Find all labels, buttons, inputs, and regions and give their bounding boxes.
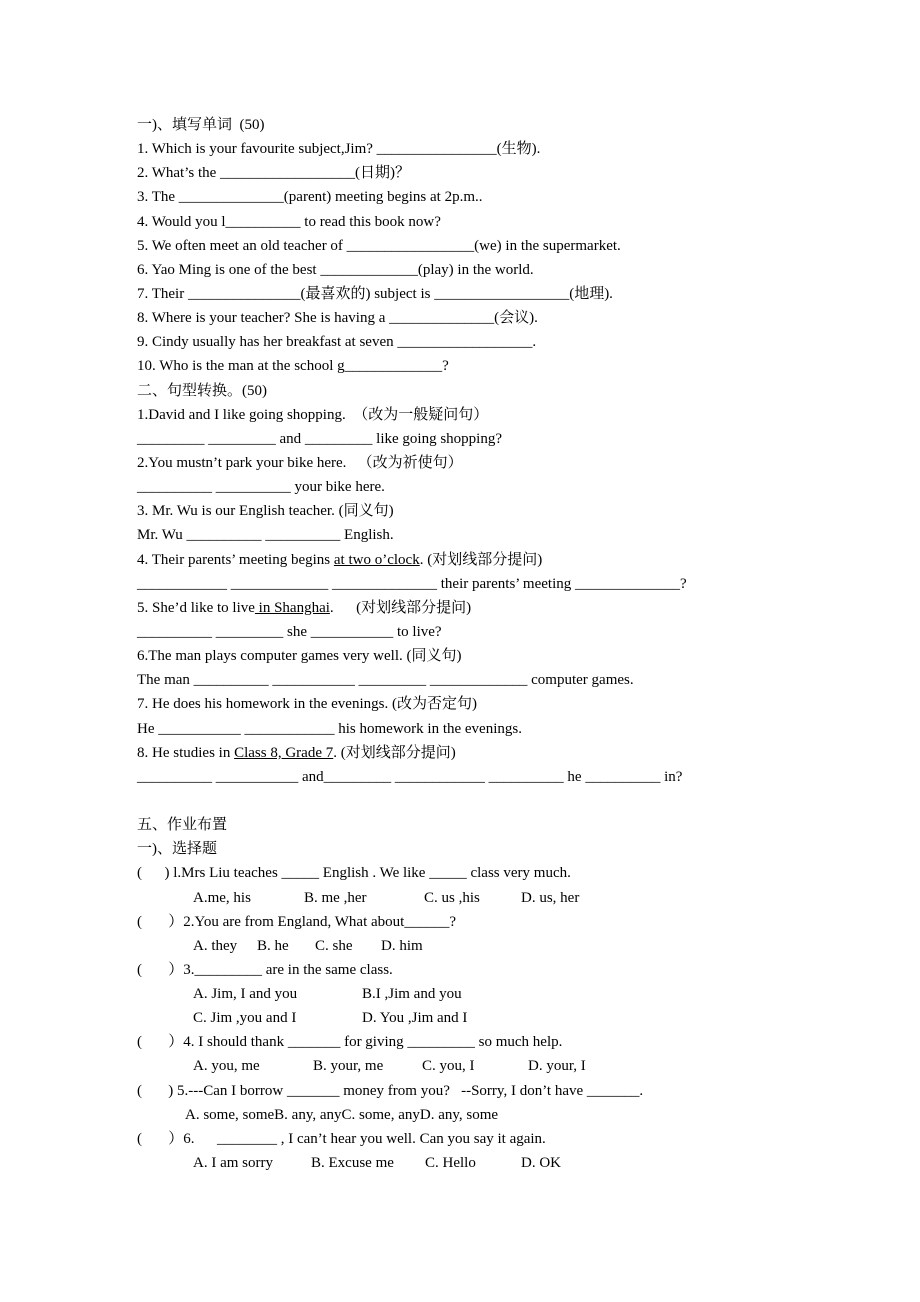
choice-options [137,934,777,958]
choice-options [137,1054,777,1078]
transform-answer: He ___________ ____________ his homework in the evenings. [137,720,522,737]
fill-item: 7. Their _______________(最喜欢的) subject is __________________(地理). [137,285,613,302]
option: D. him [381,937,423,954]
option: C. Hello [425,1155,476,1172]
question-text: 4. Their parents’ meeting begins [137,551,334,568]
option: A. I am sorry [193,1155,273,1172]
fill-item: 8. Where is your teacher? She is having a ______________(会议). [137,310,538,327]
choice-options [137,1103,777,1127]
question-text: 5. She’d like to live [137,599,255,616]
option: A. Jim, I and you [193,986,298,1003]
choice-options [137,982,777,1006]
choice-question: ( ）3._________ are in the same class. [137,961,393,978]
transform-question: 6.The man plays computer games very well. (同义句) [137,648,462,665]
transform-question [137,596,777,620]
spacer [137,789,777,813]
choice-options [137,1151,777,1175]
part5-title: 五、作业布置 [137,817,228,834]
fill-item: 6. Yao Ming is one of the best _____________(play) in the world. [137,261,534,278]
choice-question: ( ) 5.---Can I borrow _______ money from you? --Sorry, I don’t have _______. [137,1082,644,1099]
option: B. any, any [274,1106,342,1123]
option: D. us, her [521,889,580,906]
fill-item: 4. Would you l__________ to read this book now? [137,213,441,230]
option: C. you, I [422,1058,475,1075]
transform-question: 7. He does his homework in the evenings. (改为否定句) [137,696,477,713]
option: C. she [315,937,353,954]
transform-answer: ____________ _____________ ______________ their parents’ meeting ______________? [137,575,687,592]
transform-question: 1.David and I like going shopping. （改为一般疑问句） [137,406,489,423]
part1-title: 一)、填写单词 (50) [137,117,265,133]
choice-question: ( ）4. I should thank _______ for giving _________ so much help. [137,1034,563,1051]
option: D. You ,Jim and I [362,1010,468,1027]
transform-question [137,548,777,572]
transform-answer: __________ __________ your bike here. [137,479,385,496]
fill-item: 10. Who is the man at the school g_____________? [137,358,449,375]
option: C. some, any [341,1106,420,1123]
choice-options [137,1006,777,1030]
question-text: 8. He studies in [137,744,235,761]
option: A.me, his [193,889,251,906]
underlined-part: Class 8, Grade 7 [234,744,334,761]
fill-item: 2. What’s the __________________(日期)？ [137,165,411,182]
part5-subtitle: 一)、选择题 [137,841,217,858]
underlined-part: in Shanghai [254,599,330,616]
option: D. your, I [528,1058,586,1075]
fill-item: 1. Which is your favourite subject,Jim? ________________(生物). [137,141,541,158]
transform-question [137,741,777,765]
option: A. some, some [185,1106,275,1123]
option: C. us ,his [424,889,480,906]
transform-question: 3. Mr. Wu is our English teacher. (同义句) [137,503,394,520]
transform-question: 2.You mustn’t park your bike here. （改为祈使句） [137,454,463,471]
option: A. you, me [193,1058,260,1075]
transform-answer: _________ _________ and _________ like going shopping? [137,430,502,447]
transform-answer: Mr. Wu __________ __________ English. [137,527,394,544]
choice-options [137,886,777,910]
option: B. me ,her [304,889,367,906]
option: B. your, me [313,1058,384,1075]
option: B.I ,Jim and you [362,986,462,1003]
choice-question: ( ) l.Mrs Liu teaches _____ English . We like _____ class very much. [137,865,571,882]
choice-question: ( ）2.You are from England, What about______? [137,913,456,930]
option: B. Excuse me [311,1155,394,1172]
fill-item: 5. We often meet an old teacher of _________________(we) in the supermarket. [137,237,621,254]
part2-title: 二、句型转换。(50) [137,382,267,399]
option: D. OK [521,1155,561,1172]
question-text: . (对划线部分提问) [329,599,472,616]
option: B. he [257,937,289,954]
underlined-part: at two o’clock [333,551,420,568]
transform-answer: The man __________ ___________ _________ _____________ computer games. [137,672,634,689]
option: C. Jim ,you and I [193,1010,297,1027]
question-text: . (对划线部分提问) [333,744,456,761]
worksheet [137,113,777,1175]
choice-question: ( ）6. ________ , I can’t hear you well. Can you say it again. [137,1130,546,1147]
question-text: . (对划线部分提问) [419,551,543,568]
transform-answer: __________ _________ she ___________ to live? [137,623,442,640]
option: D. any, some [419,1106,499,1123]
fill-item: 9. Cindy usually has her breakfast at seven __________________. [137,334,537,351]
option: A. they [193,937,238,954]
transform-answer: __________ ___________ and_________ ____________ __________ he __________ in? [137,768,683,785]
fill-item: 3. The ______________(parent) meeting begins at 2p.m.. [137,189,483,206]
